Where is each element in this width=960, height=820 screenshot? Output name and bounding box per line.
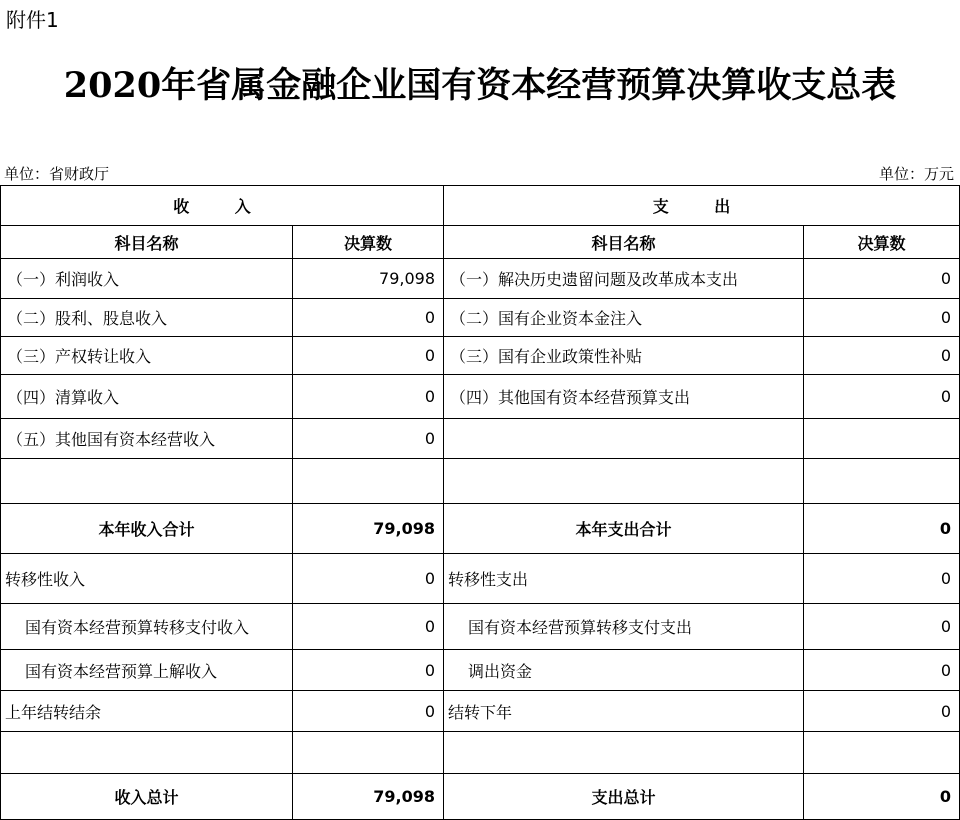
income-item-header: 科目名称 bbox=[1, 226, 293, 259]
exp-value: 0 bbox=[804, 691, 960, 732]
year-totals-row bbox=[1, 504, 960, 554]
income-value: 0 bbox=[293, 604, 444, 650]
income-value-header: 决算数 bbox=[293, 226, 444, 259]
transfer-row bbox=[1, 554, 960, 604]
exp-value: 0 bbox=[804, 650, 960, 691]
table-row bbox=[1, 337, 960, 375]
income-value: 0 bbox=[293, 650, 444, 691]
income-value: 0 bbox=[293, 337, 444, 375]
page-title: 2020年省属金融企业国有资本经营预算决算收支总表 bbox=[63, 65, 897, 106]
exp-value: 0 bbox=[804, 604, 960, 650]
exp-item: （三）国有企业政策性补贴 bbox=[444, 337, 804, 375]
income-item: 国有资本经营预算上解收入 bbox=[1, 650, 293, 691]
income-section-header: 收 入 bbox=[1, 186, 444, 226]
table-row bbox=[1, 259, 960, 299]
empty-row bbox=[1, 732, 960, 774]
exp-item: 转移性支出 bbox=[444, 554, 804, 604]
exp-grand-total-value: 0 bbox=[804, 774, 960, 820]
exp-item: 调出资金 bbox=[444, 650, 804, 691]
income-item: （一）利润收入 bbox=[1, 259, 293, 299]
income-item: （四）清算收入 bbox=[1, 375, 293, 419]
income-grand-total-value: 79,098 bbox=[293, 774, 444, 820]
unit-right: 单位：万元 bbox=[878, 165, 954, 183]
exp-item bbox=[444, 419, 804, 459]
section-header-row bbox=[1, 186, 960, 226]
income-value: 0 bbox=[293, 554, 444, 604]
income-value: 0 bbox=[293, 691, 444, 732]
table-row bbox=[1, 375, 960, 419]
income-value: 0 bbox=[293, 375, 444, 419]
transfer-row bbox=[1, 691, 960, 732]
exp-value: 0 bbox=[804, 259, 960, 299]
empty-row bbox=[1, 459, 960, 504]
grand-totals-row bbox=[1, 774, 960, 820]
transfer-row bbox=[1, 650, 960, 691]
income-value: 79,098 bbox=[293, 259, 444, 299]
exp-value: 0 bbox=[804, 554, 960, 604]
income-item: （三）产权转让收入 bbox=[1, 337, 293, 375]
income-item: （五）其他国有资本经营收入 bbox=[1, 419, 293, 459]
exp-value: 0 bbox=[804, 299, 960, 337]
exp-value: 0 bbox=[804, 337, 960, 375]
income-item: 转移性收入 bbox=[1, 554, 293, 604]
unit-left: 单位：省财政厅 bbox=[4, 165, 110, 183]
exp-year-total-label: 本年支出合计 bbox=[444, 504, 804, 554]
income-item: 国有资本经营预算转移支付收入 bbox=[1, 604, 293, 650]
exp-item: （一）解决历史遗留问题及改革成本支出 bbox=[444, 259, 804, 299]
income-value: 0 bbox=[293, 419, 444, 459]
exp-item: 国有资本经营预算转移支付支出 bbox=[444, 604, 804, 650]
budget-table bbox=[0, 185, 960, 820]
table-row bbox=[1, 299, 960, 337]
income-grand-total-label: 收入总计 bbox=[1, 774, 293, 820]
transfer-row bbox=[1, 604, 960, 650]
exp-item: （二）国有企业资本金注入 bbox=[444, 299, 804, 337]
income-item: 上年结转结余 bbox=[1, 691, 293, 732]
exp-value: 0 bbox=[804, 375, 960, 419]
exp-item: （四）其他国有资本经营预算支出 bbox=[444, 375, 804, 419]
exp-item-header: 科目名称 bbox=[444, 226, 804, 259]
exp-value bbox=[804, 419, 960, 459]
income-year-total-value: 79,098 bbox=[293, 504, 444, 554]
exp-item: 结转下年 bbox=[444, 691, 804, 732]
exp-value-header: 决算数 bbox=[804, 226, 960, 259]
exp-grand-total-label: 支出总计 bbox=[444, 774, 804, 820]
income-value: 0 bbox=[293, 299, 444, 337]
table-row bbox=[1, 419, 960, 459]
exp-year-total-value: 0 bbox=[804, 504, 960, 554]
income-year-total-label: 本年收入合计 bbox=[1, 504, 293, 554]
expenditure-section-header: 支 出 bbox=[444, 186, 960, 226]
attachment-label: 附件1 bbox=[6, 8, 59, 32]
income-item: （二）股利、股息收入 bbox=[1, 299, 293, 337]
column-header-row bbox=[1, 226, 960, 259]
